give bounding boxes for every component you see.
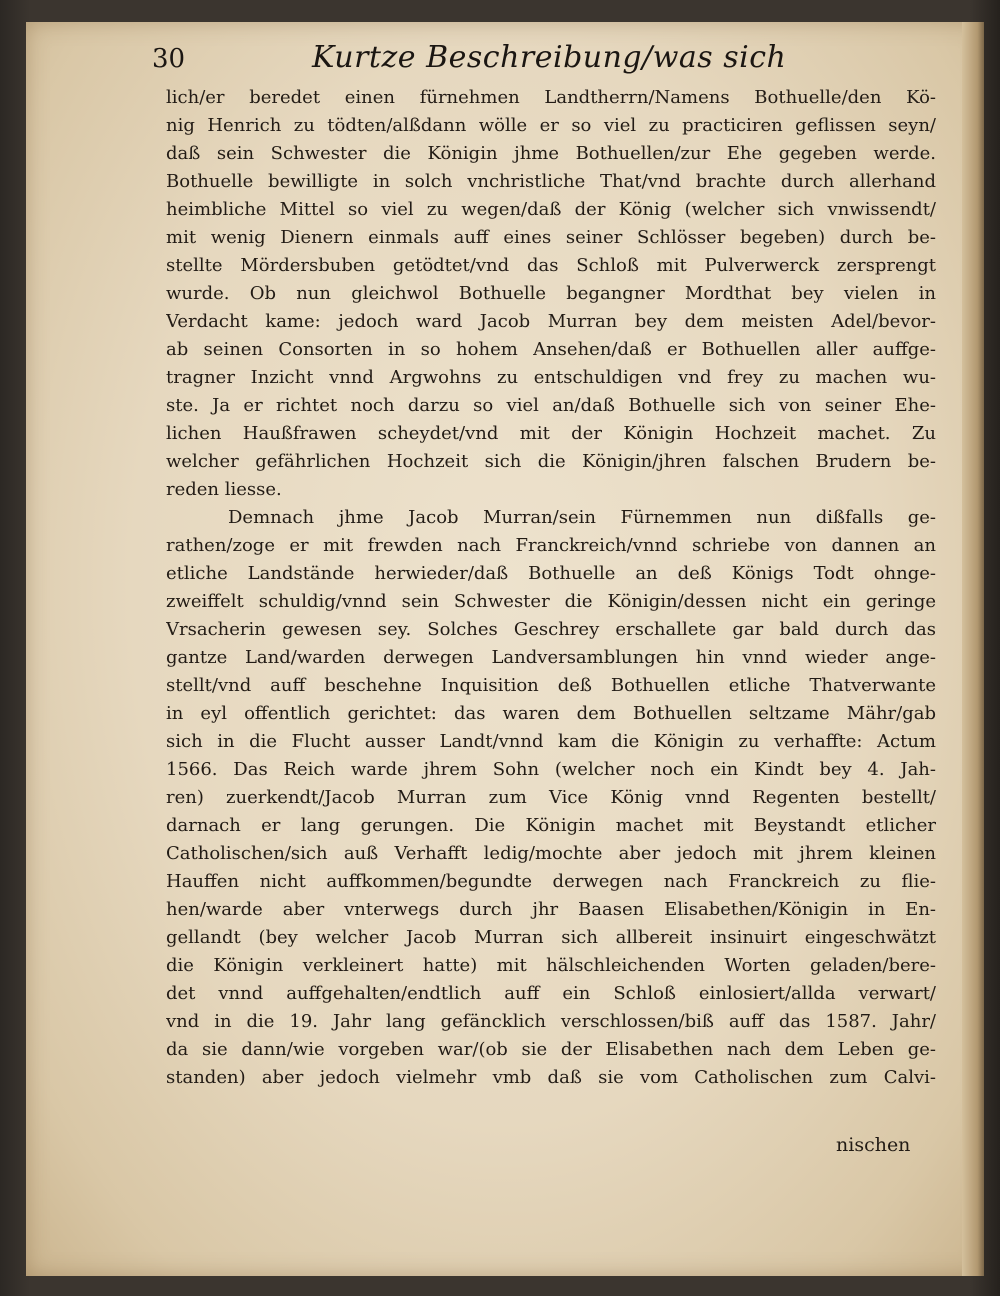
text-line: rathen/zoge er mit frewden nach Franckreich/vnnd schriebe von dannen an — [166, 535, 936, 556]
text-line: die Königin verkleinert hatte) mit hälschleichenden Worten geladen/bere- — [166, 955, 936, 976]
text-line: 1566. Das Reich warde jhrem Sohn (welcher noch ein Kindt bey 4. Jah- — [166, 759, 936, 780]
text-line: stellt/vnd auff beschehne Inquisition deß Bothuellen etliche Thatverwante — [166, 675, 936, 696]
catchword: nischen — [836, 1134, 911, 1156]
text-line: etliche Landstände herwieder/daß Bothuelle an deß Königs Todt ohnge- — [166, 563, 936, 584]
body-text — [166, 84, 936, 1092]
text-line: standen) aber jedoch vielmehr vmb daß sie vom Catholischen zum Calvi- — [166, 1067, 936, 1088]
text-line: Catholischen/sich auß Verhafft ledig/mochte aber jedoch mit jhrem kleinen — [166, 843, 936, 864]
text-line: da sie dann/wie vorgeben war/(ob sie der Elisabethen nach dem Leben ge- — [166, 1039, 936, 1060]
paragraph-start-line: Demnach jhme Jacob Murran/sein Fürnemmen nun dißfalls ge- — [228, 507, 936, 528]
text-line: in eyl offentlich gerichtet: das waren dem Bothuellen seltzame Mähr/gab — [166, 703, 936, 724]
text-line: ste. Ja er richtet noch darzu so viel an/daß Bothuelle sich von seiner Ehe- — [166, 395, 936, 416]
text-line: stellte Mördersbuben getödtet/vnd das Schloß mit Pulverwerck zersprengt — [166, 255, 936, 276]
text-line: tragner Inzicht vnnd Argwohns zu entschuldigen vnd frey zu machen wu- — [166, 367, 936, 388]
text-line: lich/er beredet einen fürnehmen Landtherrn/Namens Bothuelle/den Kö- — [166, 87, 936, 108]
page-number: 30 — [152, 44, 186, 74]
text-line: sich in die Flucht ausser Landt/vnnd kam die Königin zu verhaffte: Actum — [166, 731, 936, 752]
text-line: heimbliche Mittel so viel zu wegen/daß der König (welcher sich vnwissendt/ — [166, 199, 936, 220]
text-line: darnach er lang gerungen. Die Königin machet mit Beystandt etlicher — [166, 815, 936, 836]
text-line: Vrsacherin gewesen sey. Solches Geschrey erschallete gar bald durch das — [166, 619, 936, 640]
text-line: Verdacht kame: jedoch ward Jacob Murran bey dem meisten Adel/bevor- — [166, 311, 936, 332]
text-line: reden liesse. — [166, 479, 282, 500]
running-title: Kurtze Beschreibung/was sich — [312, 40, 787, 75]
text-line: welcher gefährlichen Hochzeit sich die Königin/jhren falschen Brudern be- — [166, 451, 936, 472]
text-line: lichen Haußfrawen scheydet/vnd mit der Königin Hochzeit machet. Zu — [166, 423, 936, 444]
text-line: wurde. Ob nun gleichwol Bothuelle begangner Mordthat bey vielen in — [166, 283, 936, 304]
text-line: Bothuelle bewilligte in solch vnchristliche That/vnd brachte durch allerhand — [166, 171, 936, 192]
text-line: daß sein Schwester die Königin jhme Bothuellen/zur Ehe gegeben werde. — [166, 143, 936, 164]
text-line: ab seinen Consorten in so hohem Ansehen/daß er Bothuellen aller auffge- — [166, 339, 936, 360]
page-header — [152, 40, 792, 84]
text-line: zweiffelt schuldig/vnnd sein Schwester die Königin/dessen nicht ein geringe — [166, 591, 936, 612]
text-line: ren) zuerkendt/Jacob Murran zum Vice König vnnd Regenten bestellt/ — [166, 787, 936, 808]
text-line: nig Henrich zu tödten/alßdann wölle er so viel zu practiciren geflissen seyn/ — [166, 115, 936, 136]
page-edge — [962, 22, 984, 1276]
text-line: det vnnd auffgehalten/endtlich auff ein Schloß einlosiert/allda verwart/ — [166, 983, 936, 1004]
text-line: hen/warde aber vnterwegs durch jhr Baasen Elisabethen/Königin in En- — [166, 899, 936, 920]
text-line: vnd in die 19. Jahr lang gefäncklich verschlossen/biß auff das 1587. Jahr/ — [166, 1011, 936, 1032]
text-line: mit wenig Dienern einmals auff eines seiner Schlösser begeben) durch be- — [166, 227, 936, 248]
text-line: Hauffen nicht auffkommen/begundte derwegen nach Franckreich zu flie- — [166, 871, 936, 892]
text-line: gellandt (bey welcher Jacob Murran sich allbereit insinuirt eingeschwätzt — [166, 927, 936, 948]
text-line: gantze Land/warden derwegen Landversamblungen hin vnnd wieder ange- — [166, 647, 936, 668]
